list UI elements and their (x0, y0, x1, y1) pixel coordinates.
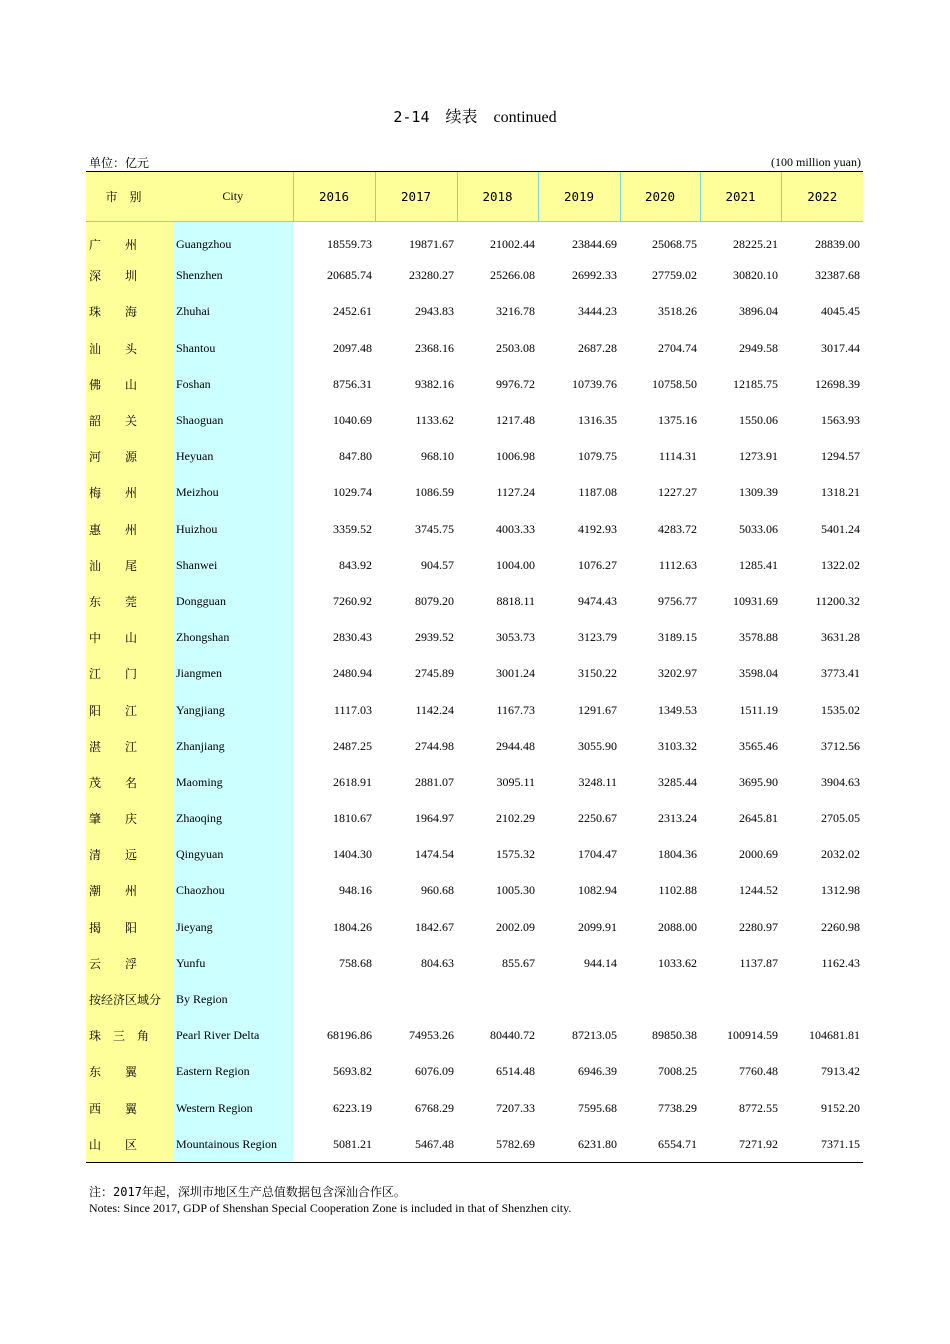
header-row (86, 172, 863, 222)
gdp-value: 2002.09 (496, 919, 535, 934)
city-name-en: Dongguan (173, 583, 293, 619)
unit-label-en: (100 million yuan) (771, 155, 861, 169)
city-name-zh: 广 州 (86, 222, 173, 258)
gdp-value: 1810.67 (333, 811, 372, 826)
city-name-zh: 珠 三 角 (86, 1018, 173, 1054)
gdp-value: 9756.77 (658, 593, 697, 608)
gdp-value: 1563.93 (821, 413, 860, 428)
gdp-value (620, 981, 700, 1017)
gdp-value: 3216.78 (496, 304, 535, 319)
gdp-value: 1535.02 (821, 702, 860, 717)
gdp-value: 68196.86 (327, 1028, 372, 1043)
city-name-en: Shaoguan (173, 402, 293, 438)
table-row (86, 366, 863, 402)
gdp-value: 10758.50 (652, 376, 697, 391)
table-body (86, 222, 863, 1163)
gdp-value: 18559.73 (327, 237, 372, 252)
table-row (86, 656, 863, 692)
city-name-zh: 湛 江 (86, 728, 173, 764)
city-name-en: Jieyang (173, 909, 293, 945)
city-name-en: Meizhou (173, 475, 293, 511)
gdp-value: 2280.97 (739, 919, 778, 934)
table-row (86, 981, 863, 1017)
city-name-en: Huizhou (173, 511, 293, 547)
gdp-value (293, 981, 375, 1017)
gdp-value: 9474.43 (578, 593, 617, 608)
gdp-value: 3695.90 (739, 774, 778, 789)
header-year: 2022 (781, 172, 863, 222)
city-name-zh: 佛 山 (86, 366, 173, 402)
header-year: 2021 (700, 172, 781, 222)
table-row (86, 728, 863, 764)
gdp-value: 3518.26 (658, 304, 697, 319)
gdp-value: 968.10 (421, 449, 454, 464)
header-year: 2017 (375, 172, 457, 222)
gdp-value: 3001.24 (496, 666, 535, 681)
table-row (86, 692, 863, 728)
gdp-value: 89850.38 (652, 1028, 697, 1043)
city-name-en: Jiangmen (173, 656, 293, 692)
table-row (86, 1018, 863, 1054)
gdp-value: 1404.30 (333, 847, 372, 862)
gdp-value: 1285.41 (739, 557, 778, 572)
city-name-zh: 汕 头 (86, 330, 173, 366)
table-row (86, 402, 863, 438)
header-year: 2020 (620, 172, 700, 222)
gdp-value: 5081.21 (293, 1126, 375, 1162)
city-name-zh: 按经济区域分 (86, 981, 173, 1017)
gdp-value: 100914.59 (727, 1028, 778, 1043)
title-label-zh: 续表 (445, 109, 478, 126)
gdp-value: 1294.57 (821, 449, 860, 464)
gdp-value: 1474.54 (415, 847, 454, 862)
gdp-value: 1079.75 (578, 449, 617, 464)
gdp-value: 3773.41 (821, 666, 860, 681)
gdp-value: 8079.20 (415, 593, 454, 608)
city-name-en: Shantou (173, 330, 293, 366)
gdp-value: 948.16 (339, 883, 372, 898)
gdp-value: 7595.68 (578, 1100, 617, 1115)
gdp-value: 1316.35 (578, 413, 617, 428)
gdp-value: 4192.93 (578, 521, 617, 536)
gdp-value: 1082.94 (578, 883, 617, 898)
gdp-value: 1291.67 (578, 702, 617, 717)
gdp-value: 5693.82 (333, 1064, 372, 1079)
table-row (86, 873, 863, 909)
gdp-value: 3631.28 (821, 630, 860, 645)
gdp-value (375, 981, 457, 1017)
header-city-en: City (173, 172, 293, 222)
gdp-value: 2944.48 (496, 738, 535, 753)
gdp-value: 3896.04 (739, 304, 778, 319)
table-row (86, 1126, 863, 1162)
header-city-zh: 市别 (86, 172, 173, 222)
city-name-zh: 江 门 (86, 656, 173, 692)
gdp-value: 1029.74 (333, 485, 372, 500)
note-zh-year: 2017 (113, 1185, 142, 1199)
gdp-value: 4283.72 (658, 521, 697, 536)
gdp-value: 2032.02 (821, 847, 860, 862)
gdp-value: 6076.09 (415, 1064, 454, 1079)
table-row (86, 1090, 863, 1126)
gdp-value: 1273.91 (739, 449, 778, 464)
gdp-value: 1137.87 (739, 955, 778, 970)
gdp-value: 6946.39 (578, 1064, 617, 1079)
city-name-zh: 潮 州 (86, 873, 173, 909)
gdp-value: 1575.32 (496, 847, 535, 862)
city-name-zh: 清 远 (86, 837, 173, 873)
gdp-value: 1964.97 (415, 811, 454, 826)
note-zh (89, 1183, 406, 1200)
city-name-en: Guangzhou (173, 222, 293, 258)
gdp-value: 2881.07 (415, 774, 454, 789)
gdp-value: 7207.33 (496, 1100, 535, 1115)
gdp-value: 32387.68 (815, 268, 860, 283)
gdp-value: 28225.21 (733, 237, 778, 252)
gdp-value: 104681.81 (809, 1028, 860, 1043)
table-row (86, 945, 863, 981)
gdp-value: 3123.79 (578, 630, 617, 645)
city-name-en: Zhuhai (173, 294, 293, 330)
gdp-value: 3103.32 (658, 738, 697, 753)
gdp-value (700, 981, 781, 1017)
city-name-en: Mountainous Region (173, 1126, 293, 1162)
gdp-value: 2949.58 (739, 340, 778, 355)
gdp-value: 960.68 (421, 883, 454, 898)
gdp-value: 8772.55 (739, 1100, 778, 1115)
city-name-en: Yunfu (173, 945, 293, 981)
city-name-zh: 东 翼 (86, 1054, 173, 1090)
gdp-value: 1704.47 (578, 847, 617, 862)
city-name-en: Zhaoqing (173, 801, 293, 837)
gdp-value: 1142.24 (415, 702, 454, 717)
gdp-value: 2744.98 (415, 738, 454, 753)
gdp-value: 19871.67 (409, 237, 454, 252)
gdp-value: 1187.08 (578, 485, 617, 500)
gdp-value: 1511.19 (739, 702, 778, 717)
table-title (0, 104, 950, 127)
gdp-value: 847.80 (339, 449, 372, 464)
gdp-value: 87213.05 (572, 1028, 617, 1043)
gdp-value: 7738.29 (658, 1100, 697, 1115)
gdp-value: 758.68 (339, 955, 372, 970)
unit-label-zh: 单位：亿元 (89, 156, 150, 170)
gdp-value: 3053.73 (496, 630, 535, 645)
gdp-value: 2943.83 (415, 304, 454, 319)
gdp-value: 2099.91 (578, 919, 617, 934)
gdp-value: 2102.29 (496, 811, 535, 826)
gdp-value: 3202.97 (658, 666, 697, 681)
table-row (86, 764, 863, 800)
gdp-value: 9382.16 (415, 376, 454, 391)
gdp-value: 25068.75 (652, 237, 697, 252)
city-name-zh: 中 山 (86, 620, 173, 656)
table-row (86, 620, 863, 656)
city-name-en: Foshan (173, 366, 293, 402)
gdp-value: 2250.67 (578, 811, 617, 826)
gdp-value: 2260.98 (821, 919, 860, 934)
gdp-value: 7008.25 (658, 1064, 697, 1079)
city-name-zh: 梅 州 (86, 475, 173, 511)
gdp-value: 3745.75 (415, 521, 454, 536)
city-name-zh: 西 翼 (86, 1090, 173, 1126)
gdp-value: 1076.27 (578, 557, 617, 572)
gdp-value: 3150.22 (578, 666, 617, 681)
gdp-value: 1312.98 (821, 883, 860, 898)
gdp-value: 11200.32 (815, 593, 860, 608)
gdp-value: 6223.19 (333, 1100, 372, 1115)
gdp-value: 1005.30 (496, 883, 535, 898)
note-zh-prefix: 注： (89, 1185, 114, 1199)
city-name-zh: 山 区 (86, 1126, 173, 1162)
gdp-value: 2645.81 (739, 811, 778, 826)
gdp-value: 1033.62 (658, 955, 697, 970)
gdp-value (457, 981, 538, 1017)
gdp-value: 20685.74 (327, 268, 372, 283)
gdp-value: 12698.39 (815, 376, 860, 391)
header-year: 2016 (293, 172, 375, 222)
city-name-zh: 深 圳 (86, 258, 173, 294)
city-name-en: Eastern Region (173, 1054, 293, 1090)
city-name-zh: 汕 尾 (86, 547, 173, 583)
city-name-en: Zhongshan (173, 620, 293, 656)
table-row (86, 439, 863, 475)
gdp-value: 3055.90 (578, 738, 617, 753)
city-name-en: Chaozhou (173, 873, 293, 909)
gdp-value: 1318.21 (821, 485, 860, 500)
gdp-value: 1349.53 (658, 702, 697, 717)
gdp-value: 2097.48 (333, 340, 372, 355)
gdp-value: 2452.61 (333, 304, 372, 319)
gdp-value: 1004.00 (496, 557, 535, 572)
gdp-value: 3359.52 (333, 521, 372, 536)
note-en: Notes: Since 2017, GDP of Shenshan Special Cooperation Zone is included in that of Shenzhen city. (89, 1201, 572, 1215)
gdp-value: 3565.46 (739, 738, 778, 753)
gdp-value: 3444.23 (578, 304, 617, 319)
gdp-value: 10739.76 (572, 376, 617, 391)
gdp-table (86, 171, 863, 1163)
gdp-value: 3017.44 (821, 340, 860, 355)
gdp-value: 843.92 (339, 557, 372, 572)
gdp-value: 2313.24 (658, 811, 697, 826)
gdp-value: 2939.52 (415, 630, 454, 645)
gdp-value: 804.63 (421, 955, 454, 970)
gdp-value: 4003.33 (496, 521, 535, 536)
table-row (86, 330, 863, 366)
gdp-value: 9976.72 (496, 376, 535, 391)
city-name-zh: 肇 庆 (86, 801, 173, 837)
city-name-zh: 东 莞 (86, 583, 173, 619)
gdp-value: 21002.44 (490, 237, 535, 252)
gdp-value: 5467.48 (375, 1126, 457, 1162)
gdp-value: 3598.04 (739, 666, 778, 681)
city-name-en: Shenzhen (173, 258, 293, 294)
gdp-value: 7260.92 (333, 593, 372, 608)
city-name-en: Heyuan (173, 439, 293, 475)
city-name-en: Yangjiang (173, 692, 293, 728)
gdp-value: 80440.72 (490, 1028, 535, 1043)
gdp-value: 7271.92 (700, 1126, 781, 1162)
gdp-value: 5033.06 (739, 521, 778, 536)
gdp-value: 1804.26 (333, 919, 372, 934)
gdp-value: 1040.69 (333, 413, 372, 428)
gdp-value: 2830.43 (333, 630, 372, 645)
gdp-value: 28839.00 (815, 237, 860, 252)
gdp-value: 2618.91 (333, 774, 372, 789)
gdp-value: 4045.45 (821, 304, 860, 319)
gdp-value: 1133.62 (415, 413, 454, 428)
gdp-value: 944.14 (584, 955, 617, 970)
gdp-value: 2480.94 (333, 666, 372, 681)
gdp-value: 3189.15 (658, 630, 697, 645)
gdp-value: 1842.67 (415, 919, 454, 934)
gdp-value: 2503.08 (496, 340, 535, 355)
gdp-value: 9152.20 (821, 1100, 860, 1115)
table-row (86, 294, 863, 330)
gdp-value: 8818.11 (496, 593, 535, 608)
gdp-value: 6514.48 (496, 1064, 535, 1079)
gdp-value: 6554.71 (620, 1126, 700, 1162)
header-year: 2018 (457, 172, 538, 222)
gdp-value: 7913.42 (821, 1064, 860, 1079)
gdp-value: 5401.24 (821, 521, 860, 536)
gdp-value: 5782.69 (457, 1126, 538, 1162)
gdp-value: 1086.59 (415, 485, 454, 500)
gdp-value: 3285.44 (658, 774, 697, 789)
gdp-value: 1112.63 (658, 557, 697, 572)
gdp-value: 7371.15 (781, 1126, 863, 1162)
table-row (86, 222, 863, 258)
table-row (86, 475, 863, 511)
city-name-en: Pearl River Delta (173, 1018, 293, 1054)
city-name-zh: 惠 州 (86, 511, 173, 547)
gdp-value: 7760.48 (739, 1064, 778, 1079)
gdp-value: 3578.88 (739, 630, 778, 645)
gdp-value: 30820.10 (733, 268, 778, 283)
gdp-value: 904.57 (421, 557, 454, 572)
table-number: 2-14 (393, 108, 430, 126)
gdp-value: 10931.69 (733, 593, 778, 608)
gdp-value: 8756.31 (333, 376, 372, 391)
city-name-zh: 河 源 (86, 439, 173, 475)
gdp-value: 1167.73 (496, 702, 535, 717)
city-name-en: Qingyuan (173, 837, 293, 873)
gdp-value: 26992.33 (572, 268, 617, 283)
table-row (86, 1054, 863, 1090)
gdp-value: 3095.11 (496, 774, 535, 789)
gdp-value: 2745.89 (415, 666, 454, 681)
gdp-value: 3712.56 (821, 738, 860, 753)
gdp-value: 2368.16 (415, 340, 454, 355)
gdp-value: 1217.48 (496, 413, 535, 428)
table-row (86, 258, 863, 294)
gdp-value: 2088.00 (658, 919, 697, 934)
city-name-en: Maoming (173, 764, 293, 800)
city-name-en: Western Region (173, 1090, 293, 1126)
table-row (86, 511, 863, 547)
table-row (86, 583, 863, 619)
header-year: 2019 (538, 172, 620, 222)
gdp-value: 2487.25 (333, 738, 372, 753)
gdp-value: 25266.08 (490, 268, 535, 283)
gdp-value: 27759.02 (652, 268, 697, 283)
gdp-value: 1309.39 (739, 485, 778, 500)
gdp-value: 1117.03 (333, 702, 372, 717)
gdp-value: 1375.16 (658, 413, 697, 428)
gdp-value: 3248.11 (578, 774, 617, 789)
table-row (86, 837, 863, 873)
note-zh-text: 年起，深圳市地区生产总值数据包含深汕合作区。 (141, 1185, 406, 1199)
city-name-en: Shanwei (173, 547, 293, 583)
gdp-value: 1162.43 (821, 955, 860, 970)
gdp-value: 1550.06 (739, 413, 778, 428)
gdp-value: 1244.52 (739, 883, 778, 898)
city-name-zh: 珠 海 (86, 294, 173, 330)
table-row (86, 801, 863, 837)
city-name-zh: 韶 关 (86, 402, 173, 438)
gdp-value (781, 981, 863, 1017)
gdp-value: 1804.36 (658, 847, 697, 862)
gdp-value: 2000.69 (739, 847, 778, 862)
gdp-value: 2704.74 (658, 340, 697, 355)
city-name-zh: 茂 名 (86, 764, 173, 800)
gdp-value: 74953.26 (409, 1028, 454, 1043)
gdp-value: 23844.69 (572, 237, 617, 252)
city-name-en: By Region (173, 981, 293, 1017)
gdp-value: 1006.98 (496, 449, 535, 464)
gdp-value: 6768.29 (415, 1100, 454, 1115)
city-name-en: Zhanjiang (173, 728, 293, 764)
gdp-value: 6231.80 (538, 1126, 620, 1162)
table-row (86, 547, 863, 583)
gdp-value: 1114.31 (658, 449, 697, 464)
table-row (86, 909, 863, 945)
gdp-value: 855.67 (502, 955, 535, 970)
city-name-zh: 阳 江 (86, 692, 173, 728)
gdp-value: 12185.75 (733, 376, 778, 391)
gdp-value: 2705.05 (821, 811, 860, 826)
gdp-value: 1102.88 (658, 883, 697, 898)
gdp-value: 3904.63 (821, 774, 860, 789)
gdp-value: 1127.24 (496, 485, 535, 500)
gdp-value: 2687.28 (578, 340, 617, 355)
city-name-zh: 云 浮 (86, 945, 173, 981)
gdp-value (538, 981, 620, 1017)
gdp-value: 23280.27 (409, 268, 454, 283)
gdp-value: 1322.02 (821, 557, 860, 572)
city-name-zh: 揭 阳 (86, 909, 173, 945)
title-label-en: continued (493, 109, 557, 126)
gdp-value: 1227.27 (658, 485, 697, 500)
